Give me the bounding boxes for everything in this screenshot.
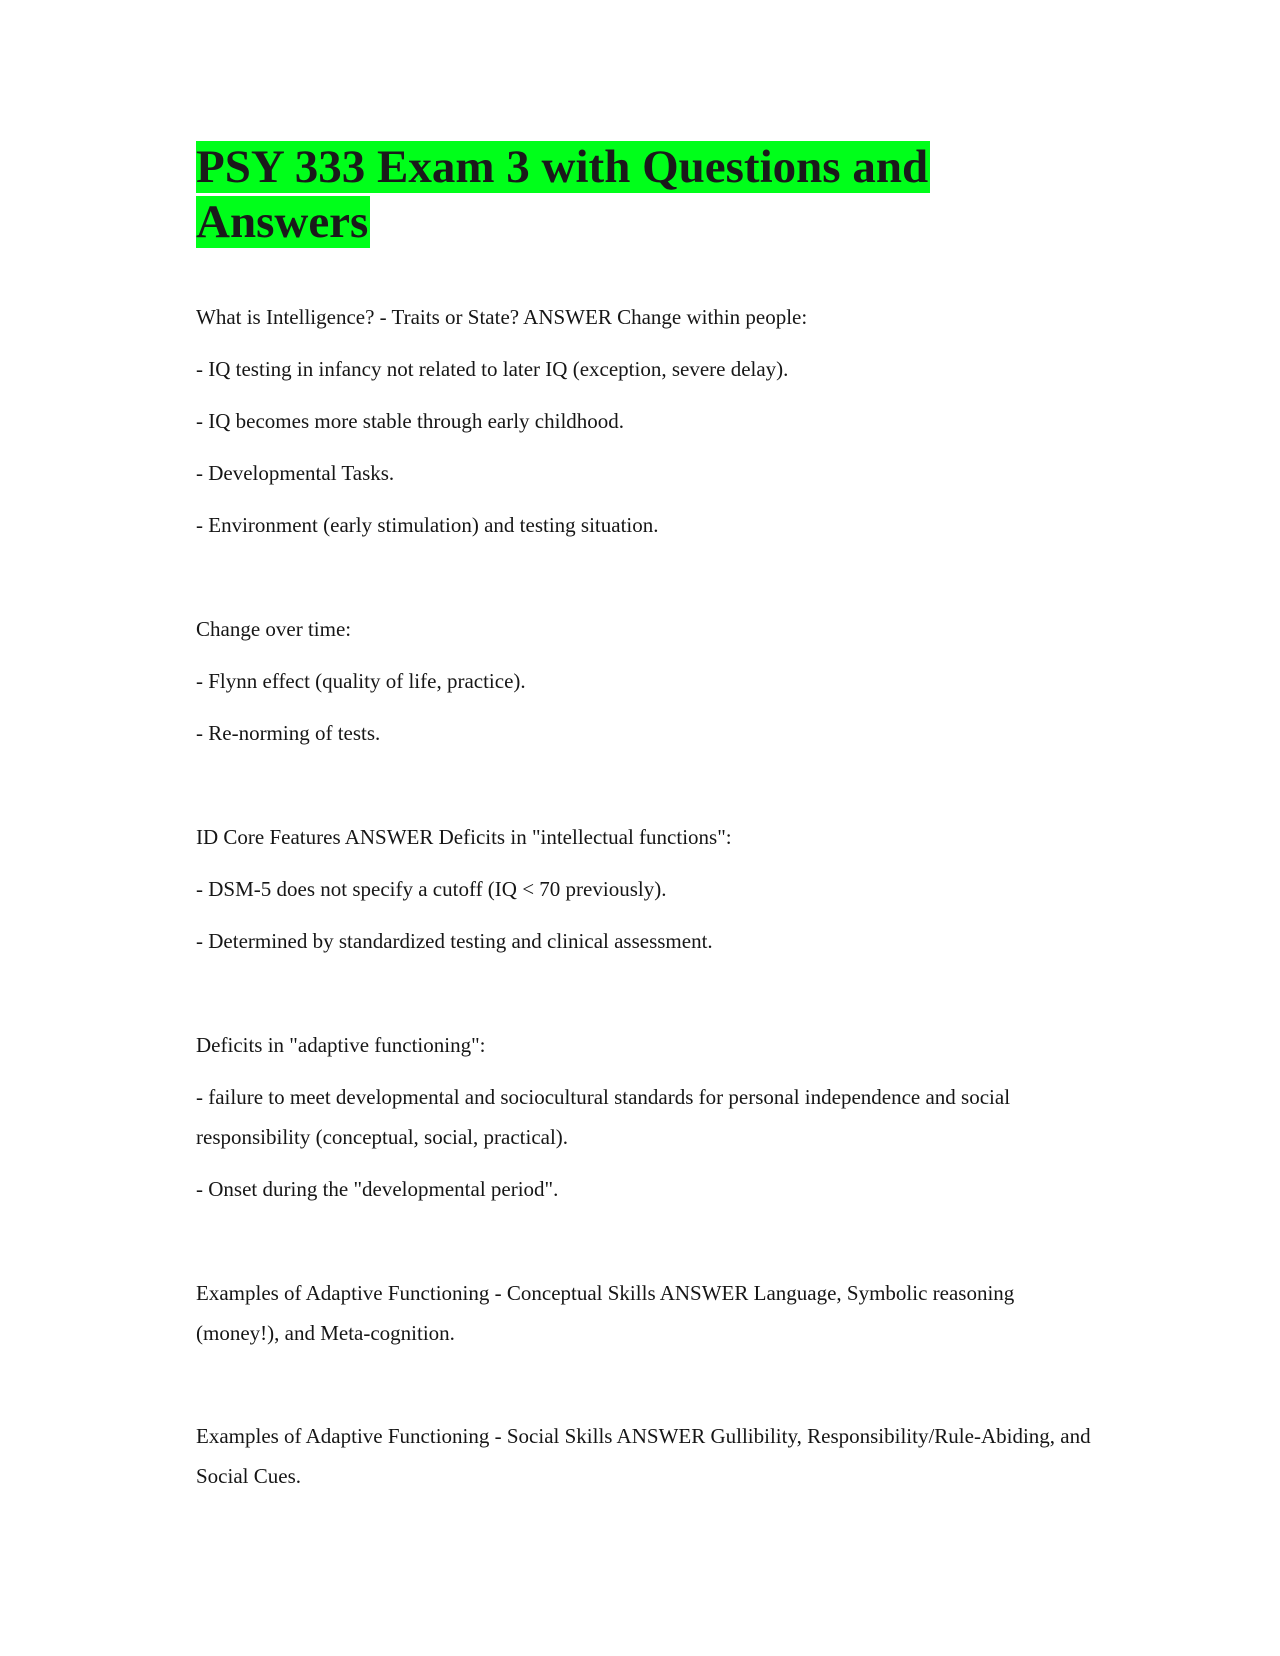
title-highlight: PSY 333 Exam 3 with Questions and Answers <box>196 141 929 248</box>
answer-item: - Determined by standardized testing and clinical assessment. <box>196 929 713 953</box>
subheading-change-over-time: Change over time: <box>196 617 352 641</box>
question-intelligence: What is Intelligence? - Traits or State? ANSWER Change within people: <box>196 305 808 329</box>
document-title <box>196 140 956 250</box>
answer-item: - Flynn effect (quality of life, practice). <box>196 669 526 693</box>
answer-item: - Re-norming of tests. <box>196 721 381 745</box>
answer-item: - IQ becomes more stable through early childhood. <box>196 409 625 433</box>
answer-item: - IQ testing in infancy not related to later IQ (exception, severe delay). <box>196 357 789 381</box>
question-social-skills: Examples of Adaptive Functioning - Social Skills ANSWER Gullibility, Responsibility/Rule-Abiding, and Social Cues. <box>196 1424 1091 1488</box>
title-block <box>196 140 956 250</box>
question-id-core-features: ID Core Features ANSWER Deficits in "intellectual functions": <box>196 825 732 849</box>
subheading-adaptive-functioning: Deficits in "adaptive functioning": <box>196 1033 486 1057</box>
question-conceptual-skills: Examples of Adaptive Functioning - Conceptual Skills ANSWER Language, Symbolic reasoning (money!), and Meta-cognition. <box>196 1281 1015 1345</box>
answer-item: - Onset during the "developmental period". <box>196 1177 559 1201</box>
answer-item: - DSM-5 does not specify a cutoff (IQ < 70 previously). <box>196 877 667 901</box>
answer-item: - failure to meet developmental and sociocultural standards for personal independence and social responsibility (conceptual, social, practical). <box>196 1085 1011 1149</box>
answer-item: - Developmental Tasks. <box>196 461 395 485</box>
answer-item: - Environment (early stimulation) and testing situation. <box>196 513 659 537</box>
